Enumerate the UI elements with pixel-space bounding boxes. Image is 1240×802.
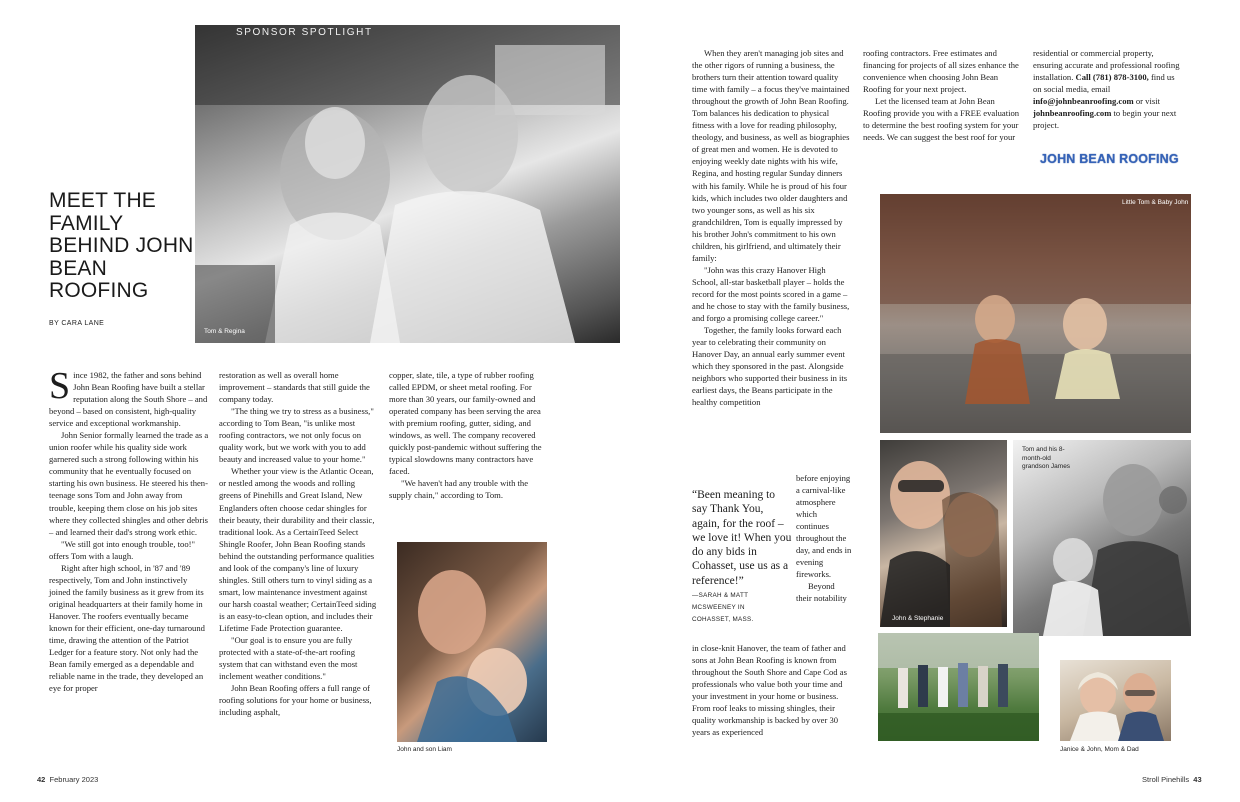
article-column-4-side: before enjoying a carnival-like atmosphere which continues throughout the day, and ends in evening fireworks. Beyond their notability (796, 473, 852, 604)
phone-number[interactable]: Call (781) 878-3100, (1075, 72, 1149, 83)
email-link[interactable]: info@johnbeanroofing.com (1033, 96, 1134, 107)
article-column-2: restoration as well as overall home improvement – standards that still guide the company today. "The thing we try to stress as a business," according to Tom Bean, "is unlike most roofing contractors, we not only focus on quality work, but we work with you to add beauty and increased value to your home." Whether your view is the Atlantic Ocean, or nestled among the woods and rolling greens of Pinehills and Great Island, New Englanders often choose cedar shingles for their beauty, their durability and their classic, traditional look. As a CertainTeed Select Shingle Roofer, John Bean Roofing stands behind the outstanding performance qualities and look of the company's line of luxury shingles. Still others turn to vinyl siding as a smart, low maintenance investment against our harsh coastal weather; CertainTeed siding is an easy-to-clean option, and includes their Lifetime Fade Protection guarantee. "Our goal is to ensure you are fully protected with a state-of-the-art roofing system that can withstand even the most inclement weather conditions." John Bean Roofing offers a full range of roofing solutions for your home or business, including asphalt, (219, 370, 377, 718)
photo-caption-john-liam: John and son Liam (397, 746, 452, 753)
page-number-right: 43 (1193, 775, 1202, 784)
footer-right (1142, 775, 1202, 784)
photo-caption-grandson: Tom and his 8-month-old grandson James (1022, 446, 1071, 470)
pull-quote: “Been meaning to say Thank You, again, for the roof – we love it! When you do any bids in Cohasset, use us as a reference!” (692, 489, 792, 587)
footer-left (37, 775, 98, 784)
byline: BY CARA LANE (49, 320, 105, 327)
page-number-left: 42 (37, 775, 46, 784)
article-column-3: copper, slate, tile, a type of rubber roofing called EPDM, or sheet metal roofing. For more than 30 years, our family-owned and operated company has been serving the area with premium roofing, gutter, siding, and windows, as well. The company recovered quickly post-pandemic without suffering the typical slowdowns many contractors have faced. "We haven't had any trouble with the supply chain," according to Tom. (389, 370, 542, 501)
photo-caption-parents: Janice & John, Mom & Dad (1060, 746, 1139, 753)
article-column-4-bottom: in close-knit Hanover, the team of father and sons at John Bean Roofing is known from throughout the South Shore and Cape Cod as professionals who value both your time and your investment in your home or business. From roof leaks to missing shingles, their quality workmanship is backed by over 30 years as experienced (692, 643, 847, 738)
photo-john-stephanie (880, 440, 1007, 627)
issue-date: February 2023 (49, 775, 99, 784)
photo-caption-stephanie: John & Stephanie (892, 615, 944, 622)
dropcap: S (49, 365, 71, 407)
photo-family-group (878, 633, 1039, 741)
pull-quote-attribution: —SARAH & MATT MCSWEENEY IN COHASSET, MASS. (692, 592, 754, 623)
photo-caption-kids: Little Tom & Baby John (1122, 199, 1189, 206)
photo-janice-john (1060, 660, 1171, 741)
website-link[interactable]: johnbeanroofing.com (1033, 108, 1112, 119)
article-column-5: roofing contractors. Free estimates and financing for projects of all sizes enhance the convenience when choosing John Bean Roofing for your next project. Let the licensed team at John Bean Roofing provide you with a FREE evaluation to determine the best roofing system for your needs. We can suggest the best roof for your (863, 48, 1020, 143)
photo-john-liam (397, 542, 547, 742)
company-logo: JOHN BEAN ROOFING (1040, 152, 1179, 166)
sponsor-label: SPONSOR SPOTLIGHT (236, 27, 373, 38)
magazine-name: Stroll Pinehills (1142, 775, 1190, 784)
article-title: MEET THE FAMILY BEHIND JOHN BEAN ROOFING (49, 189, 194, 302)
photo-caption-tom-regina: Tom & Regina (204, 328, 245, 335)
photo-little-tom-baby-john (880, 194, 1191, 433)
photo-tom-regina (195, 25, 620, 343)
article-column-6: residential or commercial property, ensuring accurate and professional roofing installation. Call (781) 878-3100, find us on social media, email info@johnbeanroofing.com or visit johnbeanroofing.com to begin your next project. (1033, 48, 1180, 131)
article-column-4: When they aren't managing job sites and the other rigors of running a business, the brothers turn their attention toward quality time with family – a focus they've maintained throughout the growth of John Bean Roofing. Tom balances his dedication to physical fitness with a love for reading philosophy, theology, and business, as well as biographies of great men and women. He is devoted to enjoying weekly date nights with his wife, Regina, and hosting regular Sunday dinners with his family. While he is proud of his four kids, which includes two older daughters and two younger sons, as well as his six grandchildren, Tom is equally impressed by his brother John's commitment to his own children, his girlfriend, and ultimately their family: "John was this crazy Hanover High School, all-star basketball player – holds the record for the most points scored in a game – and he chose to stay with the family business, and forgo a promising college career." Together, the family looks forward each year to celebrating their community on Hanover Day, an annual early summer event which they sponsored in the past. Alongside neighbors who supported their business in its earliest days, the Beans participate in the healthy competition (692, 48, 850, 408)
article-column-1: Since 1982, the father and sons behind John Bean Roofing have built a stellar reputation along the South Shore – and beyond – based on consistent, high-quality service and exceptional workmanship. John Senior formally learned the trade as a union roofer while his quality side work garnered such a strong following within his community that he eventually focused on starting his own business. He steered his then-teenage sons Tom and John away from trouble, keeping them close on his job sites where they collected shingles and other debris – and learned their dad's strong work ethic. "We still got into enough trouble, too!" offers Tom with a laugh. Right after high school, in '87 and '89 respectively, Tom and John instinctively joined the family business as it grew from its original headquarters at their family home in Hanover. The roofers eventually became known for their efficient, one-day turnaround time, drawing the attention of the Patriot Ledger for a feature story. Not only had the Bean family emerged as a dependable and reliable name in the trade, they developed an eye for proper (49, 365, 209, 694)
